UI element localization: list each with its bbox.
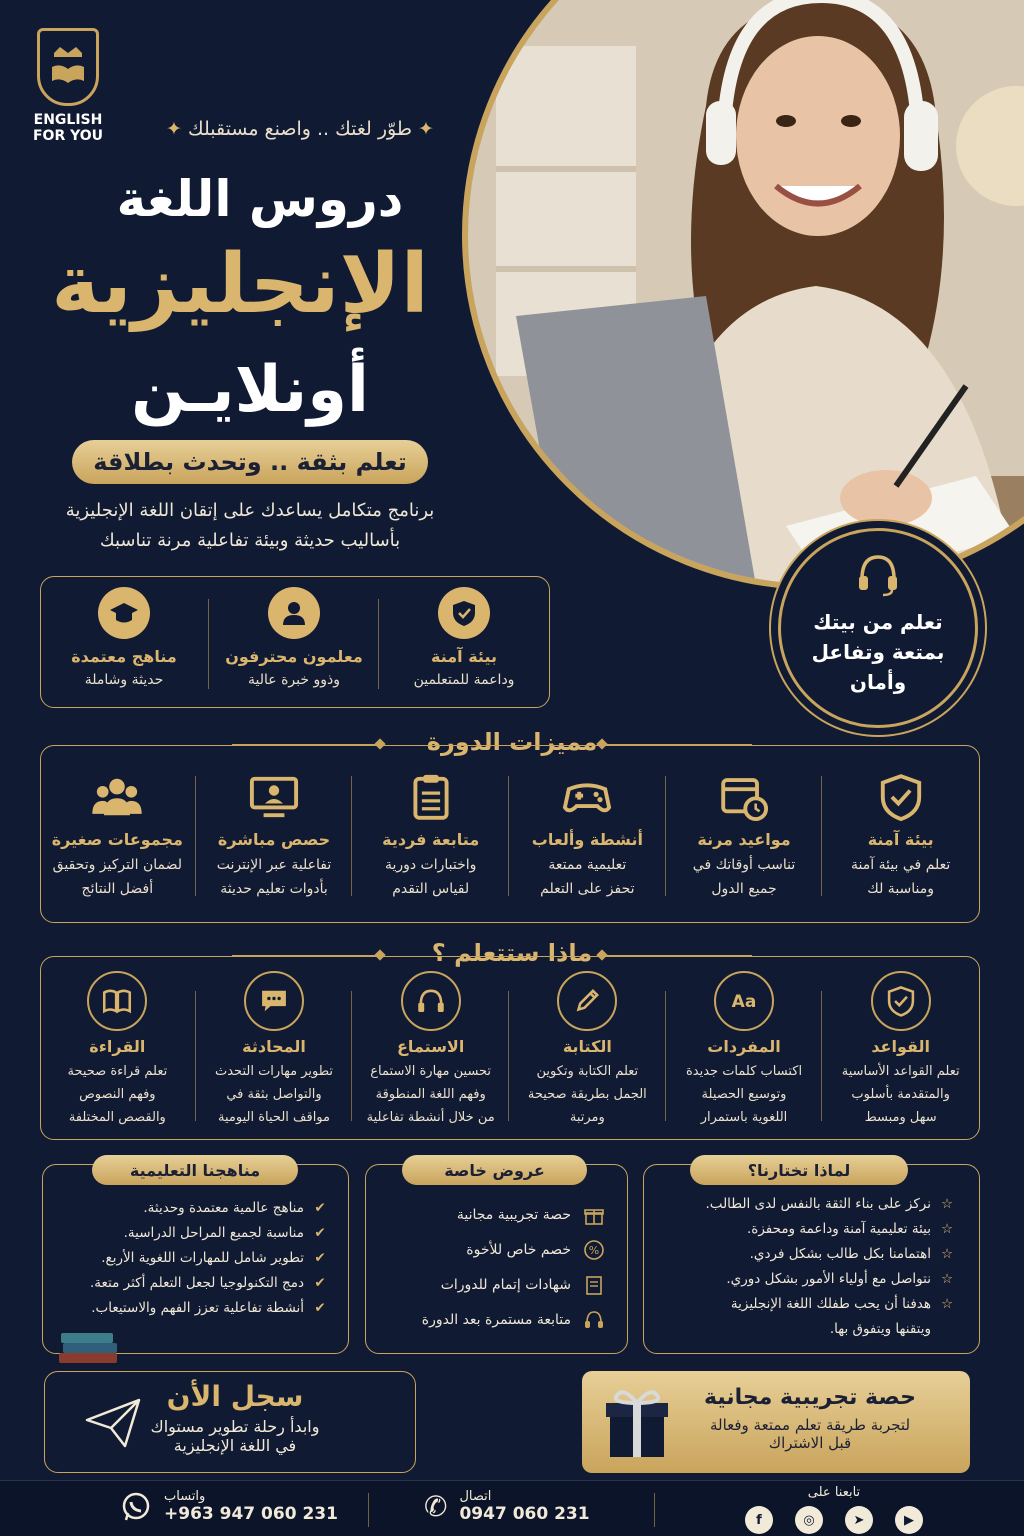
check-icon: ✔ xyxy=(314,1199,326,1216)
shield-check-icon xyxy=(438,587,490,639)
course-feature-title: أنشطة وألعاب xyxy=(531,830,643,849)
whatsapp-icon xyxy=(120,1491,152,1523)
learn-item xyxy=(39,971,196,1129)
brand-line1: ENGLISH xyxy=(33,112,103,128)
divider xyxy=(351,991,352,1121)
divider xyxy=(665,991,666,1121)
learn-desc: تعلم القواعد الأساسية والمتقدمة بأسلوب سهل ومبسط xyxy=(841,1064,960,1125)
learn-title: الاستماع xyxy=(397,1037,465,1056)
curricula-title: مناهجنا التعليمية xyxy=(92,1155,298,1185)
badge-line2: بمتعة وتفاعل xyxy=(811,640,945,664)
learn-desc: اكتساب كلمات جديدة وتوسيع الحصيلة اللغوية باستمرار xyxy=(685,1064,803,1125)
learn-title: المحادثة xyxy=(242,1037,306,1056)
title-line1: دروس اللغة xyxy=(116,170,404,228)
icon-ring xyxy=(244,971,304,1031)
group-icon xyxy=(91,771,143,823)
course-feature-desc: تفاعلية عبر الإنترنت بأدوات تعليم حديثة xyxy=(216,857,332,897)
brand-line2: FOR YOU xyxy=(32,128,104,144)
calendar-clock-icon xyxy=(718,771,770,823)
check-icon: ✔ xyxy=(314,1224,326,1241)
hero-description xyxy=(40,496,460,556)
star-icon: ☆ xyxy=(940,1245,954,1262)
learn-title: الكتابة xyxy=(562,1037,612,1056)
why-panel xyxy=(643,1164,980,1354)
phone-icon: ✆ xyxy=(424,1490,448,1523)
divider xyxy=(821,991,822,1121)
student-illustration xyxy=(462,0,1024,590)
list-item: ☆ نتواصل مع أولياء الأمور بشكل دوري. xyxy=(726,1270,954,1287)
star-icon: ☆ xyxy=(940,1220,954,1237)
offers-panel xyxy=(365,1164,628,1354)
feature-title: معلمون محترفون xyxy=(225,647,363,666)
instagram-icon[interactable]: ◎ xyxy=(795,1506,823,1534)
facebook-icon[interactable]: f xyxy=(745,1506,773,1534)
badge-line3: وأمان xyxy=(849,670,907,694)
why-list xyxy=(665,1191,955,1341)
paper-plane-icon xyxy=(85,1398,141,1448)
svg-text:%: % xyxy=(588,1243,600,1257)
divider xyxy=(508,991,509,1121)
aa-icon xyxy=(727,984,761,1018)
crest-icon xyxy=(37,28,99,106)
chat-icon xyxy=(257,984,291,1018)
course-feature-item xyxy=(352,770,509,901)
course-feature-desc: واختبارات دورية لقياس التقدم xyxy=(384,857,477,897)
list-item-cont: ويتقنها ويتفوق بها. xyxy=(829,1320,931,1337)
feature-curricula xyxy=(39,587,209,688)
course-feature-title: مواعيد مرنة xyxy=(697,830,791,849)
register-title: سجل الأن xyxy=(166,1380,304,1413)
whatsapp-block[interactable] xyxy=(120,1489,350,1524)
list-item: ✔ مناهج عالمية معتمدة وحديثة. xyxy=(58,1195,328,1220)
learn-desc: تطوير مهارات التحدث والتواصل بثقة في مواقف الحياة اليومية xyxy=(214,1064,334,1125)
percent-icon xyxy=(583,1239,605,1261)
tagline-text: طوّر لغتك .. واصنع مستقبلك xyxy=(188,118,412,140)
trial-title: حصة تجريبية مجانية xyxy=(704,1385,916,1410)
headset-icon xyxy=(583,1309,605,1331)
course-feature-item xyxy=(196,770,353,901)
social-block xyxy=(744,1485,924,1534)
course-feature-title: بيئة آمنة xyxy=(867,830,934,849)
tagline xyxy=(140,118,460,140)
certificate-icon xyxy=(583,1274,605,1296)
top-features xyxy=(40,576,550,708)
books-icon xyxy=(57,1325,121,1365)
feature-teachers xyxy=(209,587,379,688)
desc-line1: برنامج متكامل يساعدك على إتقان اللغة الإنجليزية xyxy=(65,500,435,521)
learn-desc: تحسين مهارة الاستماع وفهم اللغة المنطوقة من خلال أنشطة تفاعلية xyxy=(366,1064,495,1125)
pencil-icon xyxy=(570,984,604,1018)
headset-icon xyxy=(855,551,901,597)
title-line3: أونلايـن xyxy=(131,353,369,427)
whatsapp-label: واتساب xyxy=(164,1489,206,1504)
curricula-list xyxy=(58,1195,328,1320)
why-title: لماذا تختارنا؟ xyxy=(690,1155,908,1185)
list-item: ✔ تطوير شامل للمهارات اللغوية الأربع. xyxy=(58,1245,328,1270)
learn-item xyxy=(666,971,823,1129)
trial-desc1: لتجربة طريقة تعلم ممتعة وفعالة xyxy=(709,1416,911,1434)
divider xyxy=(195,776,196,896)
register-card[interactable] xyxy=(44,1371,416,1473)
list-item: ✔ أنشطة تفاعلية تعزز الفهم والاستيعاب. xyxy=(58,1295,328,1320)
offers-title: عروض خاصة xyxy=(402,1155,587,1185)
course-feature-item xyxy=(666,770,823,901)
divider xyxy=(821,776,822,896)
feature-safe-env xyxy=(379,587,549,688)
feature-sub: وداعمة للمتعلمين xyxy=(413,672,515,688)
learn-item xyxy=(352,971,509,1129)
feature-sub: وذوو خبرة عالية xyxy=(248,672,340,688)
youtube-icon[interactable]: ▶ xyxy=(895,1506,923,1534)
list-item: ✔ دمج التكنولوجيا لجعل التعلم أكثر متعة. xyxy=(58,1270,328,1295)
course-feature-desc: لضمان التركيز وتحقيق أفضل النتائج xyxy=(52,857,183,897)
star-icon: ☆ xyxy=(940,1270,954,1287)
feature-title: مناهج معتمدة xyxy=(71,647,177,666)
icon-ring xyxy=(871,971,931,1031)
monitor-icon xyxy=(248,771,300,823)
star-icon: ☆ xyxy=(940,1195,954,1212)
curricula-panel xyxy=(42,1164,349,1354)
feature-sub: حديثة وشاملة xyxy=(84,672,164,688)
learn-title: القراءة xyxy=(89,1037,146,1056)
course-feature-desc: تعلم في بيئة آمنة ومناسبة لك xyxy=(851,857,951,897)
icon-ring xyxy=(714,971,774,1031)
divider xyxy=(654,1493,655,1527)
list-item: ☆ هدفنا أن يحب طفلك اللغة الإنجليزية xyxy=(730,1295,954,1312)
icon-ring xyxy=(557,971,617,1031)
course-feature-desc: تناسب أوقاتك في جميع الدول xyxy=(692,857,796,897)
course-features-title: مميزات الدورة xyxy=(426,728,598,756)
learn-title: ماذا ستتعلم ؟ xyxy=(431,939,593,967)
gamepad-icon xyxy=(561,771,613,823)
book-icon xyxy=(100,984,134,1018)
list-item: ☆ اهتمامنا بكل طالب بشكل فردي. xyxy=(749,1245,954,1262)
headphones-icon xyxy=(414,984,448,1018)
call-number: 0947 060 231 xyxy=(459,1504,590,1524)
clipboard-icon xyxy=(405,771,457,823)
register-desc1: وابدأ رحلة تطوير مستواك xyxy=(150,1417,320,1436)
feature-title: بيئة آمنة xyxy=(431,647,497,666)
shield-check-icon xyxy=(875,771,927,823)
learn-item xyxy=(822,971,979,1129)
graduation-cap-icon xyxy=(98,587,150,639)
divider xyxy=(665,776,666,896)
course-feature-title: مجموعات صغيرة xyxy=(51,830,183,849)
learn-title: المفردات xyxy=(707,1037,781,1056)
learn-box xyxy=(40,956,980,1140)
course-feature-item xyxy=(822,770,979,901)
shield-check-icon xyxy=(884,984,918,1018)
trial-desc2: قبل الاشتراك xyxy=(768,1434,852,1452)
divider xyxy=(508,776,509,896)
brand-logo[interactable] xyxy=(28,28,108,144)
course-features-box xyxy=(40,745,980,923)
sparkle-icon: ✦ xyxy=(412,118,434,140)
learn-desc: تعلم قراءة صحيحة وفهم النصوص والقصص المختلفة xyxy=(67,1064,168,1125)
check-icon: ✔ xyxy=(314,1299,326,1316)
register-desc2: في اللغة الإنجليزية xyxy=(173,1436,297,1455)
svg-text:Aa: Aa xyxy=(731,991,757,1012)
divider xyxy=(351,776,352,896)
list-item: ☆ بيئة تعليمية آمنة وداعمة ومحفزة. xyxy=(746,1220,954,1237)
course-feature-title: متابعة فردية xyxy=(382,830,480,849)
gift-icon xyxy=(583,1204,605,1226)
learn-desc: تعلم الكتابة وتكوين الجمل بطريقة صحيحة ومرتبة xyxy=(527,1064,647,1125)
course-feature-title: حصص مباشرة xyxy=(217,830,331,849)
learn-item xyxy=(509,971,666,1129)
free-trial-card[interactable] xyxy=(582,1371,970,1473)
title-line2: الإنجليزية xyxy=(51,237,429,332)
course-feature-item xyxy=(509,770,666,901)
call-label: اتصال xyxy=(459,1489,492,1504)
follow-label: تابعنا على xyxy=(807,1485,861,1500)
icon-ring xyxy=(401,971,461,1031)
hero-photo xyxy=(462,0,1024,590)
check-icon: ✔ xyxy=(314,1249,326,1266)
gift-box-icon xyxy=(604,1383,670,1459)
call-block[interactable] xyxy=(424,1489,624,1524)
star-icon: ☆ xyxy=(940,1295,954,1312)
list-item: ☆ نركز على بناء الثقة بالنفس لدى الطالب. xyxy=(705,1195,954,1212)
divider xyxy=(195,991,196,1121)
offers-list xyxy=(385,1197,605,1337)
badge-line1: تعلم من بيتك xyxy=(813,610,943,634)
slogan-pill: تعلم بثقة .. وتحدث بطلاقة xyxy=(72,440,428,484)
whatsapp-number: +963 947 060 231 xyxy=(164,1504,338,1524)
offer-item: متابعة مستمرة بعد الدورة xyxy=(385,1302,605,1337)
check-icon: ✔ xyxy=(314,1274,326,1291)
course-feature-desc: تعليمية ممتعة تحفز على التعلم xyxy=(540,857,635,897)
course-feature-item xyxy=(39,770,196,901)
learn-from-home-badge xyxy=(778,528,978,728)
icon-ring xyxy=(87,971,147,1031)
teacher-icon xyxy=(268,587,320,639)
sparkle-icon: ✦ xyxy=(166,118,182,140)
offer-item: حصة تجريبية مجانية xyxy=(385,1197,605,1232)
telegram-icon[interactable]: ➤ xyxy=(845,1506,873,1534)
learn-item xyxy=(196,971,353,1129)
offer-item: % خصم خاص للأخوة xyxy=(385,1232,605,1267)
offer-item: شهادات إتمام للدورات xyxy=(385,1267,605,1302)
desc-line2: بأساليب حديثة وبيئة تفاعلية مرنة تناسبك xyxy=(99,530,401,551)
learn-title: القواعد xyxy=(871,1037,931,1056)
footer xyxy=(0,1480,1024,1536)
list-item: ✔ مناسبة لجميع المراحل الدراسية. xyxy=(58,1220,328,1245)
divider xyxy=(368,1493,369,1527)
